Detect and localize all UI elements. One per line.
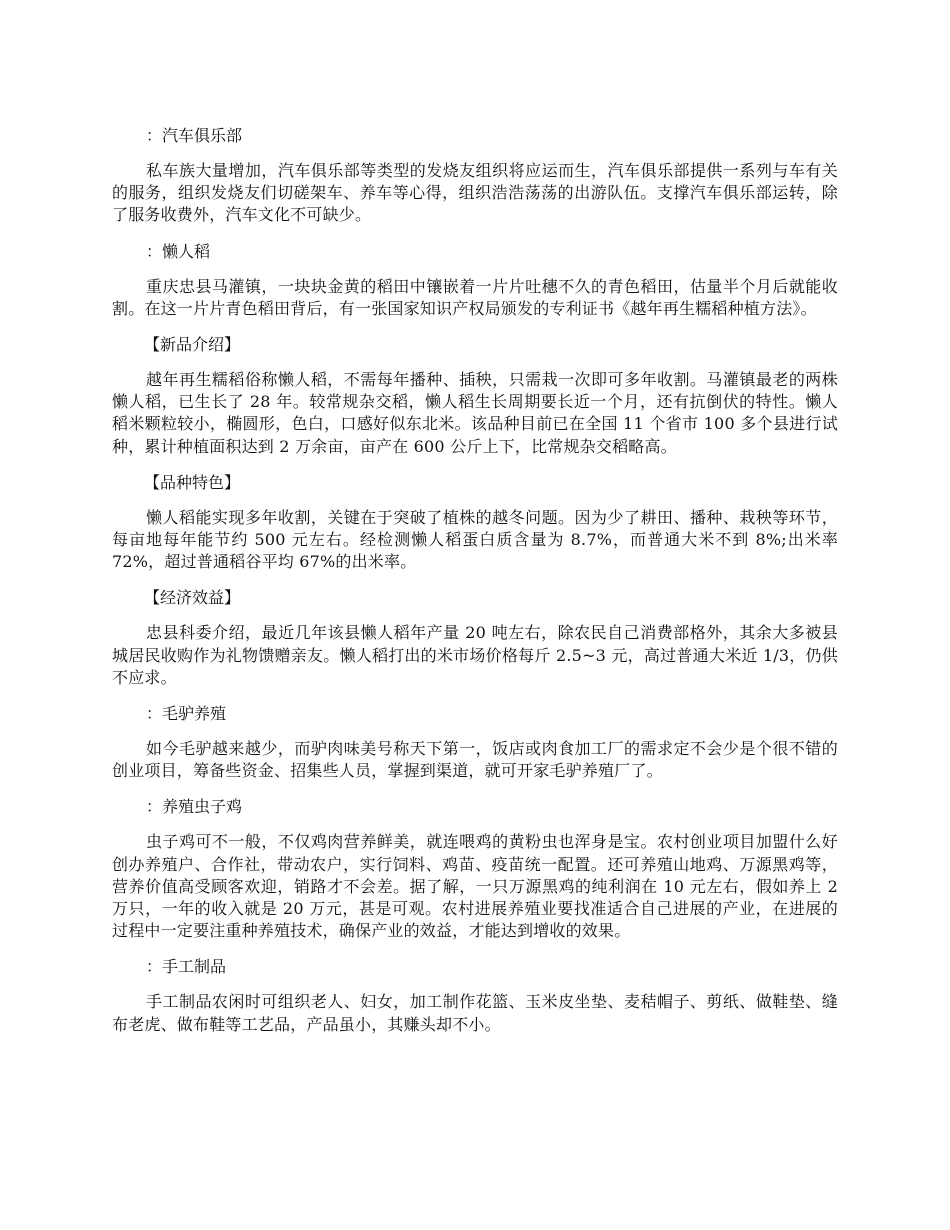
section-heading: ：懒人稻 (146, 241, 211, 261)
section-paragraph: 如今毛驴越来越少，而驴肉味美号称天下第一，饭店或肉食加工厂的需求定不会少是个很不错的创业项目，筹备些资金、招集些人员，掌握到渠道，就可开家毛驴养殖厂了。 (112, 739, 838, 781)
section-paragraph: 懒人稻能实现多年收割，关键在于突破了植株的越冬问题。因为少了耕田、播种、栽秧等环节，每亩地每年能节约 500 元左右。经检测懒人稻蛋白质含量为 8.7%，而普通大米不到 8%;出米率 72%，超过普通稻谷平均 67%的出米率。 (112, 507, 838, 572)
section-economic-benefit (112, 586, 838, 689)
section-variety-features (112, 471, 838, 574)
section-paragraph: 私车族大量增加，汽车俱乐部等类型的发烧友组织将应运而生，汽车俱乐部提供一系列与车有关的服务，组织发烧友们切磋架车、养车等心得，组织浩浩荡荡的出游队伍。支撑汽车俱乐部运转，除了服务收费外，汽车文化不可缺少。 (112, 161, 838, 225)
section-heading: ：养殖虫子鸡 (146, 797, 243, 817)
section-handicrafts (112, 955, 838, 1035)
section-heading: 【经济效益】 (144, 588, 241, 608)
section-heading: ：手工制品 (146, 957, 227, 977)
section-paragraph: 虫子鸡可不一般，不仅鸡肉营养鲜美，就连喂鸡的黄粉虫也浑身是宝。农村创业项目加盟什么好创办养殖户、合作社，带动农户，实行饲料、鸡苗、疫苗统一配置。还可养殖山地鸡、万源黑鸡等，营养价值高受顾客欢迎，销路才不会差。据了解，一只万源黑鸡的纯利润在 10 元左右，假如养上 2 万只，一年的收入就是 20 万元，甚是可观。农村进展养殖业要找准适合自己进展的产业，在进展的过程中一定要注重种养殖技术，确保产业的效益，才能达到增收的效果。 (112, 832, 838, 941)
section-paragraph: 越年再生糯稻俗称懒人稻，不需每年播种、插秧，只需栽一次即可多年收割。马灌镇最老的两株懒人稻，已生长了 28 年。较常规杂交稻，懒人稻生长周期要长近一个月，还有抗倒伏的特性。懒人稻米颗粒较小，椭圆形，色白，口感好似东北米。该品种目前已在全国 11 个省市 100 多个县进行试种，累计种植面积达到 2 万余亩，亩产在 600 公斤上下，比常规杂交稻略高。 (112, 370, 838, 456)
section-heading: ：毛驴养殖 (146, 704, 227, 724)
section-heading: 【品种特色】 (144, 472, 241, 492)
section-paragraph: 忠县科委介绍，最近几年该县懒人稻年产量 20 吨左右，除农民自己消费部格外，其余大多被县城居民收购作为礼物馈赠亲友。懒人稻打出的米市场价格每斤 2.5~3 元，高过普通大米近 1/3，仍供不应求。 (112, 623, 838, 687)
section-donkey-farming (112, 702, 838, 782)
section-heading: ：汽车俱乐部 (146, 126, 243, 145)
section-insect-chicken (112, 795, 838, 942)
section-paragraph: 手工制品农闲时可组织老人、妇女，加工制作花篮、玉米皮坐垫、麦秸帽子、剪纸、做鞋垫、缝布老虎、做布鞋等工艺品，产品虽小，其赚头却不小。 (112, 992, 838, 1034)
section-car-club (112, 124, 838, 227)
section-heading: 【新品介绍】 (144, 335, 241, 355)
section-paragraph: 重庆忠县马灌镇，一块块金黄的稻田中镶嵌着一片片吐穗不久的青色稻田，估量半个月后就能收割。在这一片片青色稻田背后，有一张国家知识产权局颁发的专利证书《越年再生糯稻种植方法》。 (112, 276, 838, 318)
section-lazy-rice (112, 240, 838, 320)
section-new-product (112, 333, 838, 458)
